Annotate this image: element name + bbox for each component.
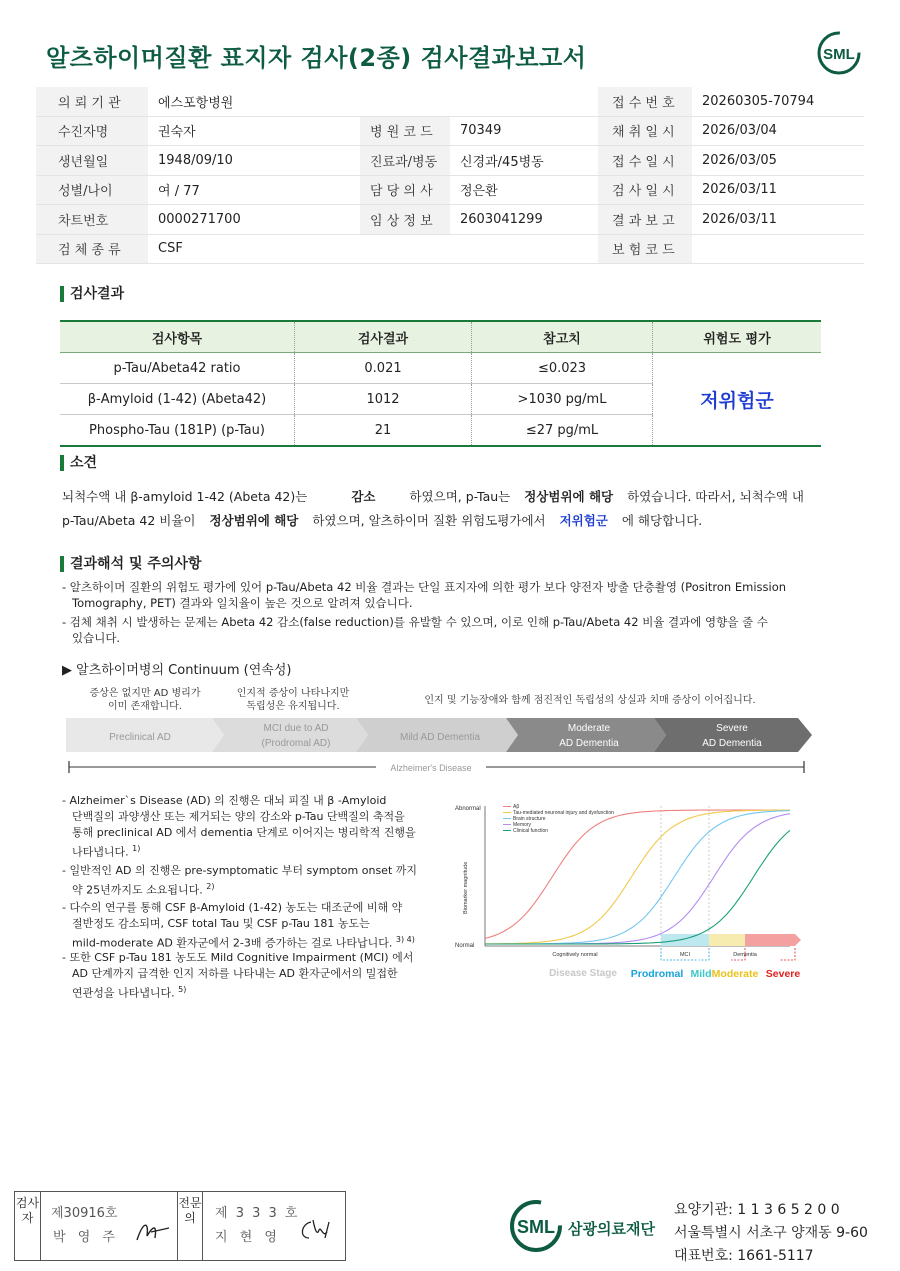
info-label: 의 뢰 기 관 (36, 87, 148, 116)
interpretation-bullet-2-cont: 있습니다. (72, 631, 121, 645)
result-value: 21 (295, 415, 472, 447)
specialist-no: 제 3 3 3 호 (215, 1206, 300, 1221)
info-value: 신경과/45병동 (450, 146, 598, 176)
interpretation-bullet-1-cont: Tomography, PET) 결과와 일치율이 높은 것으로 알려져 있습니다. (72, 596, 413, 610)
stage-label-dementia: Dementia (733, 952, 757, 958)
stage-mild: Mild (690, 968, 712, 980)
series-line-5 (485, 830, 790, 944)
stage-moderate: Moderate (567, 723, 611, 734)
specialist-name: 지 현 영 (215, 1230, 281, 1245)
info-row (36, 87, 864, 116)
stage-moderate-sub: AD Dementia (559, 738, 619, 749)
interpretation-section-title: 결과해석 및 주의사항 (60, 556, 201, 572)
report-title: 알츠하이머질환 표지자 검사(2종) 검사결과보고서 (46, 44, 587, 72)
y-axis-label: Biomarker magnitude (463, 861, 469, 914)
results-header: 검사결과 (295, 321, 472, 353)
results-section-title: 검사결과 (60, 286, 124, 302)
info-label: 결 과 보 고 (598, 205, 692, 235)
info-value: 2026/03/05 (692, 146, 864, 176)
org-code: 요양기관: 1 1 3 6 5 2 0 0 (674, 1202, 840, 1218)
note-1: - Alzheimer`s Disease (AD) 의 진행은 대뇌 피질 내 β -Amyloid 단백질의 과양생산 또는 제거되는 양의 감소와 p-Tau 단백질의 축적을 통해 preclinical AD 에서 dementia 단계로 이어지는 병리학적 진행을 나타냅니다. $^{1)}$ (62, 794, 416, 859)
info-value: 0000271700 (148, 205, 360, 235)
continuum-note-2: 인지적 증상이 나타나지만 독립성은 유지됩니다. (236, 688, 350, 712)
findings-line-1: 뇌척수액 내 β-amyloid 1-42 (Abeta 42)는 감소 하였으며, p-Tau는 정상범위에 해당 하였습니다. 따라서, 뇌척수액 내 (62, 489, 804, 504)
findings-section-title: 소견 (60, 455, 97, 471)
risk-value: 저위험군 (700, 389, 774, 412)
stage-band-mci (661, 934, 709, 946)
risk-cell (653, 353, 822, 447)
info-label: 성별/나이 (36, 175, 148, 205)
x-axis-label: Disease Stage (549, 968, 617, 979)
legend-label-1: Aβ (513, 804, 520, 810)
stage-mci-sub: (Prodromal AD) (261, 738, 331, 749)
info-value (450, 87, 598, 116)
legend-label-4: Memory (513, 822, 532, 828)
result-value: 0.021 (295, 353, 472, 384)
stage-mild: Mild AD Dementia (399, 732, 481, 743)
table-row (60, 353, 821, 384)
info-value: CSF (148, 234, 360, 264)
info-label: 임 상 정 보 (360, 205, 450, 235)
info-value (450, 234, 598, 264)
stage-prodromal: Prodromal (630, 968, 684, 980)
note-4: - 또한 CSF p-Tau 181 농도도 Mild Cognitive Impairment (MCI) 에서 AD 단계까지 급격한 인지 저하를 나타내는 AD 환자군에서의 밀접한 연관성을 나타냅니다. $^{5)}$ (62, 951, 414, 1000)
examiner-name: 박 영 주 (53, 1230, 119, 1245)
continuum-arrow-diagram (66, 716, 814, 778)
result-ref: >1030 pg/mL (472, 384, 653, 415)
info-label: 생년월일 (36, 146, 148, 176)
result-ref: ≤27 pg/mL (472, 415, 653, 447)
sml-footer-logo-text: SML (517, 1217, 555, 1237)
info-label: 병 원 코 드 (360, 116, 450, 146)
info-value: 2026/03/04 (692, 116, 864, 146)
sml-logo-text: SML (823, 46, 855, 63)
info-value: 2026/03/11 (692, 175, 864, 205)
info-label (360, 234, 450, 264)
results-header: 검사항목 (60, 321, 295, 353)
examiner-signature-icon (133, 1218, 173, 1246)
stage-severe: Severe (765, 968, 801, 980)
info-label: 차트번호 (36, 205, 148, 235)
result-value: 1012 (295, 384, 472, 415)
examiner-label: 검사자 (15, 1192, 41, 1260)
y-top-label: Abnormal (455, 806, 481, 812)
info-value: 정은환 (450, 175, 598, 205)
y-bottom-label: Normal (455, 943, 475, 949)
result-item: Phospho-Tau (181P) (p-Tau) (60, 415, 295, 447)
continuum-note-3: 인지 및 기능장애와 함께 점진적인 독립성의 상실과 치매 증상이 이어집니다. (424, 695, 756, 706)
specialist-label: 전문의 (177, 1192, 203, 1260)
axis-label: Alzheimer's Disease (390, 763, 472, 773)
info-label: 보 험 코 드 (598, 234, 692, 264)
continuum-note-1: 증상은 없지만 AD 병리가 이미 존재합니다. (89, 688, 201, 712)
result-ref: ≤0.023 (472, 353, 653, 384)
stage-severe: Severe (716, 723, 748, 734)
info-value: 1948/09/10 (148, 146, 360, 176)
stage-severe-sub: AD Dementia (702, 738, 762, 749)
info-label: 검 체 종 류 (36, 234, 148, 264)
stage-preclinical: Preclinical AD (109, 732, 171, 743)
stage-mci: MCI due to AD (263, 723, 329, 734)
sml-footer-logo-icon (508, 1198, 564, 1254)
info-label: 담 당 의 사 (360, 175, 450, 205)
info-value: 2026/03/11 (692, 205, 864, 235)
stage-label-mci: MCI (679, 952, 691, 958)
info-label: 채 취 일 시 (598, 116, 692, 146)
info-value: 여 / 77 (148, 175, 360, 205)
results-header: 위험도 평가 (653, 321, 822, 353)
findings-line-2: p-Tau/Abeta 42 비율이 정상범위에 해당 하였으며, 알츠하이머 질환 위험도평가에서 저위험군 에 해당합니다. (62, 513, 703, 528)
examiner-no: 제30916호 (51, 1206, 118, 1221)
info-row (36, 146, 864, 176)
interpretation-bullet-2: - 검체 채취 시 발생하는 문제는 Abeta 42 감소(false reduction)를 유발할 수 있으며, 이로 인해 p-Tau/Abeta 42 비율 결과에 영향을 줄 수 (62, 615, 768, 629)
info-label: 수진자명 (36, 116, 148, 146)
results-table (60, 320, 821, 447)
info-label: 접 수 일 시 (598, 146, 692, 176)
info-value: 2603041299 (450, 205, 598, 235)
info-row (36, 116, 864, 146)
info-label (360, 87, 450, 116)
legend-label-3: Brain structure (513, 816, 546, 822)
stage-moderate: Moderate (711, 968, 759, 980)
info-value: 에스포항병원 (148, 87, 360, 116)
result-item: p-Tau/Abeta42 ratio (60, 353, 295, 384)
info-value: 권숙자 (148, 116, 360, 146)
stage-label-normal: Cognitively normal (552, 952, 598, 958)
specialist-signature-icon (295, 1216, 339, 1246)
org-phone: 대표번호: 1661-5117 (674, 1248, 814, 1264)
note-3: - 다수의 연구를 통해 CSF β-Amyloid (1-42) 농도는 대조군에 비해 약 절반정도 감소되며, CSF total Tau 및 CSF p-Tau 181 농도는 mild-moderate AD 환자군에서 2-3배 증가하는 걸로 나타납니다. $^{3) 4)}$ (62, 901, 415, 950)
info-value (692, 234, 864, 264)
stage-band-severe (745, 934, 801, 946)
continuum-title: ▶ 알츠하이머병의 Continuum (연속성) (62, 663, 292, 678)
biomarker-chart (445, 796, 815, 986)
org-address: 서울특별시 서초구 양재동 9-60 (674, 1225, 868, 1241)
sml-logo-icon (816, 30, 862, 76)
stage-band-moderate (709, 934, 745, 946)
org-name: 삼광의료재단 (568, 1220, 655, 1238)
results-header: 참고치 (472, 321, 653, 353)
info-value: 20260305-70794 (692, 87, 864, 116)
info-label: 검 사 일 시 (598, 175, 692, 205)
note-2: - 일반적인 AD 의 진행은 pre-symptomatic 부터 symptom onset 까지 약 25년까지도 소요됩니다. $^{2)}$ (62, 864, 418, 897)
info-row (36, 234, 864, 264)
signature-box (14, 1191, 346, 1261)
info-row (36, 175, 864, 205)
info-label: 진료과/병동 (360, 146, 450, 176)
result-item: β-Amyloid (1-42) (Abeta42) (60, 384, 295, 415)
legend-label-5: Clinical function (513, 828, 549, 834)
info-row (36, 205, 864, 235)
info-value: 70349 (450, 116, 598, 146)
patient-info-table (36, 87, 864, 264)
interpretation-bullet-1: - 알츠하이머 질환의 위험도 평가에 있어 p-Tau/Abeta 42 비율 결과는 단일 표지자에 의한 평가 보다 양전자 방출 단층촬영 (Positron Emission (62, 580, 787, 594)
legend-label-2: Tau-mediated neuronal injury and dysfunction (513, 810, 614, 816)
info-label: 접 수 번 호 (598, 87, 692, 116)
